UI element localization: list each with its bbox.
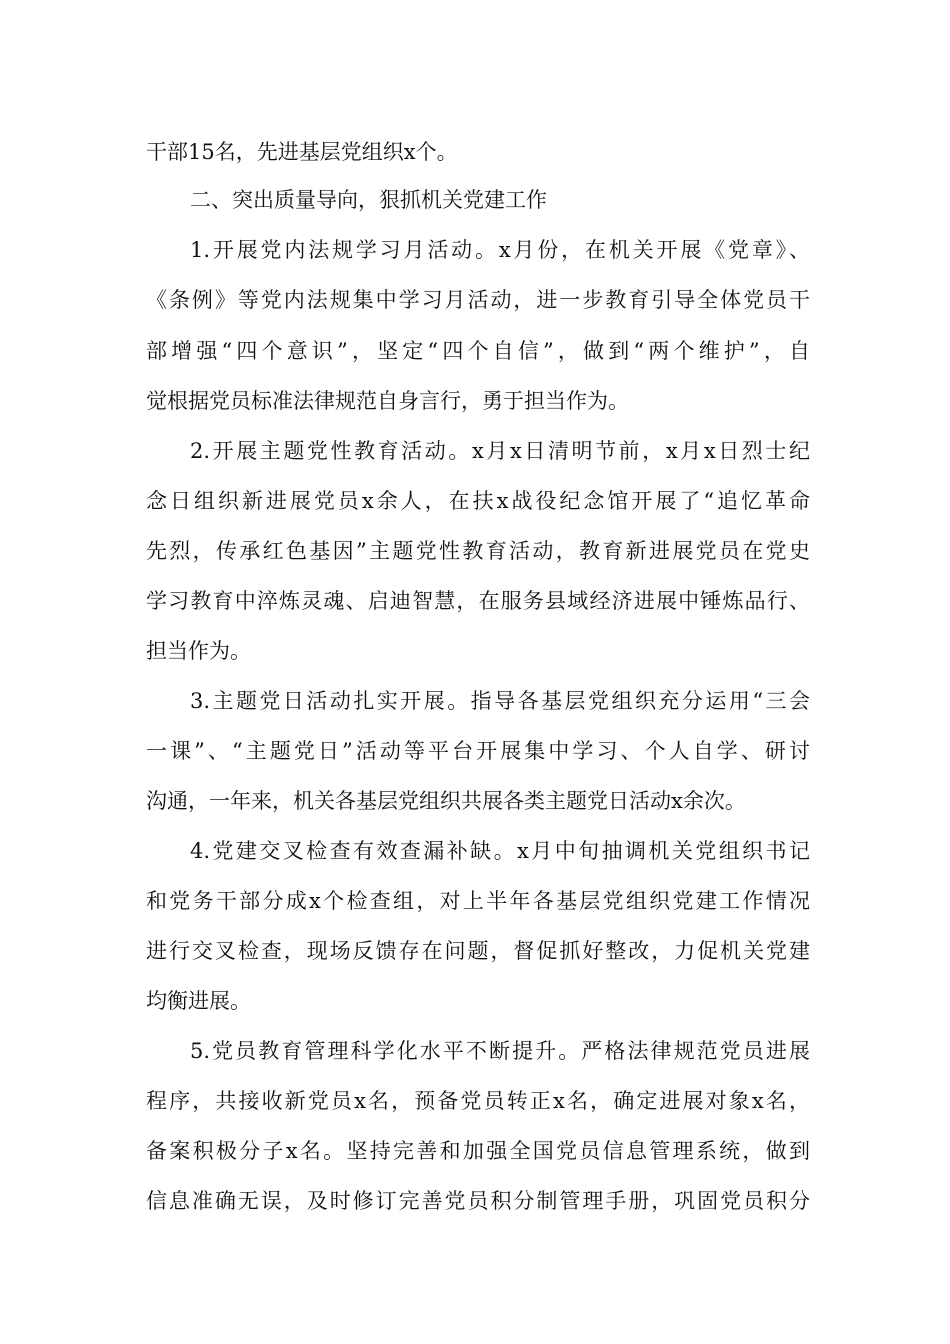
paragraph-line: 和党务干部分成x个检查组，对上半年各基层党组织党建工作情况	[146, 889, 810, 913]
paragraph-line: 2.开展主题党性教育活动。x月x日清明节前，x月x日烈士纪	[190, 439, 810, 463]
paragraph-line: 信息准确无误，及时修订完善党员积分制管理手册，巩固党员积分	[146, 1189, 810, 1213]
paragraph-line: 学习教育中淬炼灵魂、启迪智慧，在服务县域经济进展中锤炼品行、	[146, 589, 810, 613]
paragraph-line: 4.党建交叉检查有效查漏补缺。x月中旬抽调机关党组织书记	[190, 839, 810, 863]
paragraph-line: 均衡进展。	[146, 989, 251, 1013]
paragraph-line: 觉根据党员标准法律规范自身言行，勇于担当作为。	[146, 389, 629, 413]
paragraph-line: 部增强“四个意识”，坚定“四个自信”，做到“两个维护”，自	[146, 339, 810, 363]
paragraph-line: 《条例》等党内法规集中学习月活动，进一步教育引导全体党员干	[146, 288, 810, 312]
paragraph-line: 先烈，传承红色基因”主题党性教育活动，教育新进展党员在党史	[146, 539, 810, 563]
paragraph-line: 备案积极分子x名。坚持完善和加强全国党员信息管理系统，做到	[146, 1139, 810, 1163]
paragraph-line: 念日组织新进展党员x余人，在扶x战役纪念馆开展了“追忆革命	[146, 489, 810, 513]
paragraph-line: 程序，共接收新党员x名，预备党员转正x名，确定进展对象x名，	[146, 1089, 810, 1113]
paragraph-line: 进行交叉检查，现场反馈存在问题，督促抓好整改，力促机关党建	[146, 939, 810, 963]
paragraph-line: 一课”、“主题党日”活动等平台开展集中学习、个人自学、研讨	[146, 739, 810, 763]
paragraph-line: 5.党员教育管理科学化水平不断提升。严格法律规范党员进展	[190, 1039, 810, 1063]
paragraph-line: 沟通，一年来，机关各基层党组织共展各类主题党日活动x余次。	[146, 789, 746, 813]
paragraph-line: 干部15名，先进基层党组织x个。	[146, 140, 458, 164]
paragraph-line: 1.开展党内法规学习月活动。x月份，在机关开展《党章》、	[190, 238, 810, 262]
section-heading: 二、突出质量导向，狠抓机关党建工作	[190, 188, 547, 212]
paragraph-line: 3.主题党日活动扎实开展。指导各基层党组织充分运用“三会	[190, 689, 810, 713]
paragraph-line: 担当作为。	[146, 639, 251, 663]
